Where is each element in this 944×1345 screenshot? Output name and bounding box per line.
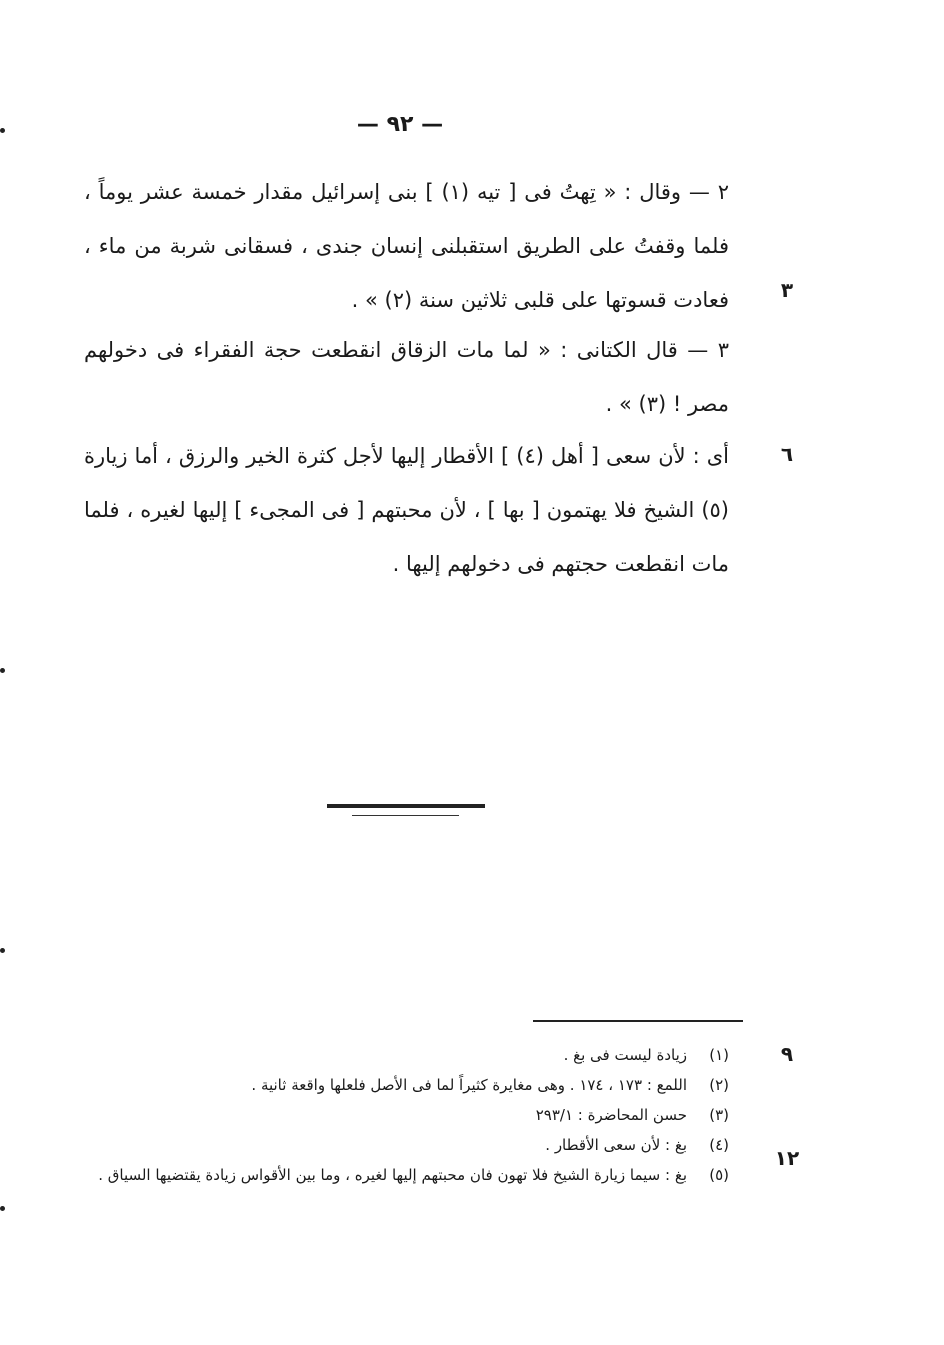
footnote-text: اللمع : ١٧٣ ، ١٧٤ . وهى مغايرة كثيراً لما فى الأصل فلعلها واقعة ثانية . (251, 1076, 687, 1094)
footnote-rule (533, 1020, 743, 1022)
section-divider-thick (327, 804, 485, 808)
scan-speck (0, 128, 5, 133)
footnote-text: حسن المحاضرة : ٢٩٣/١ (535, 1106, 687, 1124)
footnote-text: زيادة ليست فى بغ . (563, 1046, 687, 1064)
footnote-4 (84, 1130, 729, 1160)
footnote-3 (84, 1100, 729, 1130)
footnote-1 (84, 1040, 729, 1070)
footnote-marker: (٣) (709, 1106, 729, 1124)
footnote-text: بغ : لأن سعى الأقطار . (545, 1136, 687, 1154)
footnotes (84, 1040, 729, 1190)
margin-line-number-6: ٦ (780, 442, 794, 466)
margin-line-number-12: ١٢ (774, 1146, 800, 1170)
page-number: — ٩٢ — (356, 112, 444, 137)
paragraph-commentary: أى : لأن سعى [ أهل (٤) ] الأقطار إليها لأجل كثرة الخير والرزق ، أما زيارة (٥) الشيخ فلا يهتمون [ بها ] ، لأن محبتهم [ فى المجىء ] إليها لغيره ، فلما مات انقطعت حجتهم فى دخولهم إليها . (84, 444, 729, 576)
footnote-marker: (١) (709, 1046, 729, 1064)
margin-line-number-3: ٣ (780, 278, 794, 302)
section-divider-thin (352, 815, 459, 816)
footnote-marker: (٢) (709, 1076, 729, 1094)
scan-speck (0, 668, 5, 673)
footnote-5 (84, 1160, 729, 1190)
margin-line-number-9: ٩ (780, 1042, 794, 1066)
footnote-marker: (٤) (709, 1136, 729, 1154)
scan-speck (0, 1206, 5, 1211)
scan-speck (0, 948, 5, 953)
footnote-2 (84, 1070, 729, 1100)
footnote-text: بغ : سيما زيارة الشيخ فلا تهون فان محبتهم إليها لغيره ، وما بين الأقواس زيادة يقتضيها السياق . (98, 1166, 687, 1184)
footnote-marker: (٥) (709, 1166, 729, 1184)
paragraph-3: ٣ — قال الكتانى : « لما مات الزقاق انقطعت حجة الفقراء فى دخولهم مصر ! (٣) » . (84, 338, 729, 416)
paragraph-2: ٢ — وقال : « تِهتُ فى [ تيه (١) ] بنى إسرائيل مقدار خمسة عشر يوماً ، فلما وقفتُ على الطريق استقبلنى إنسان جندى ، فسقانى شربة من ماء ، فعادت قسوتها على قلبى ثلاثين سنة (٢) » . (84, 180, 729, 312)
